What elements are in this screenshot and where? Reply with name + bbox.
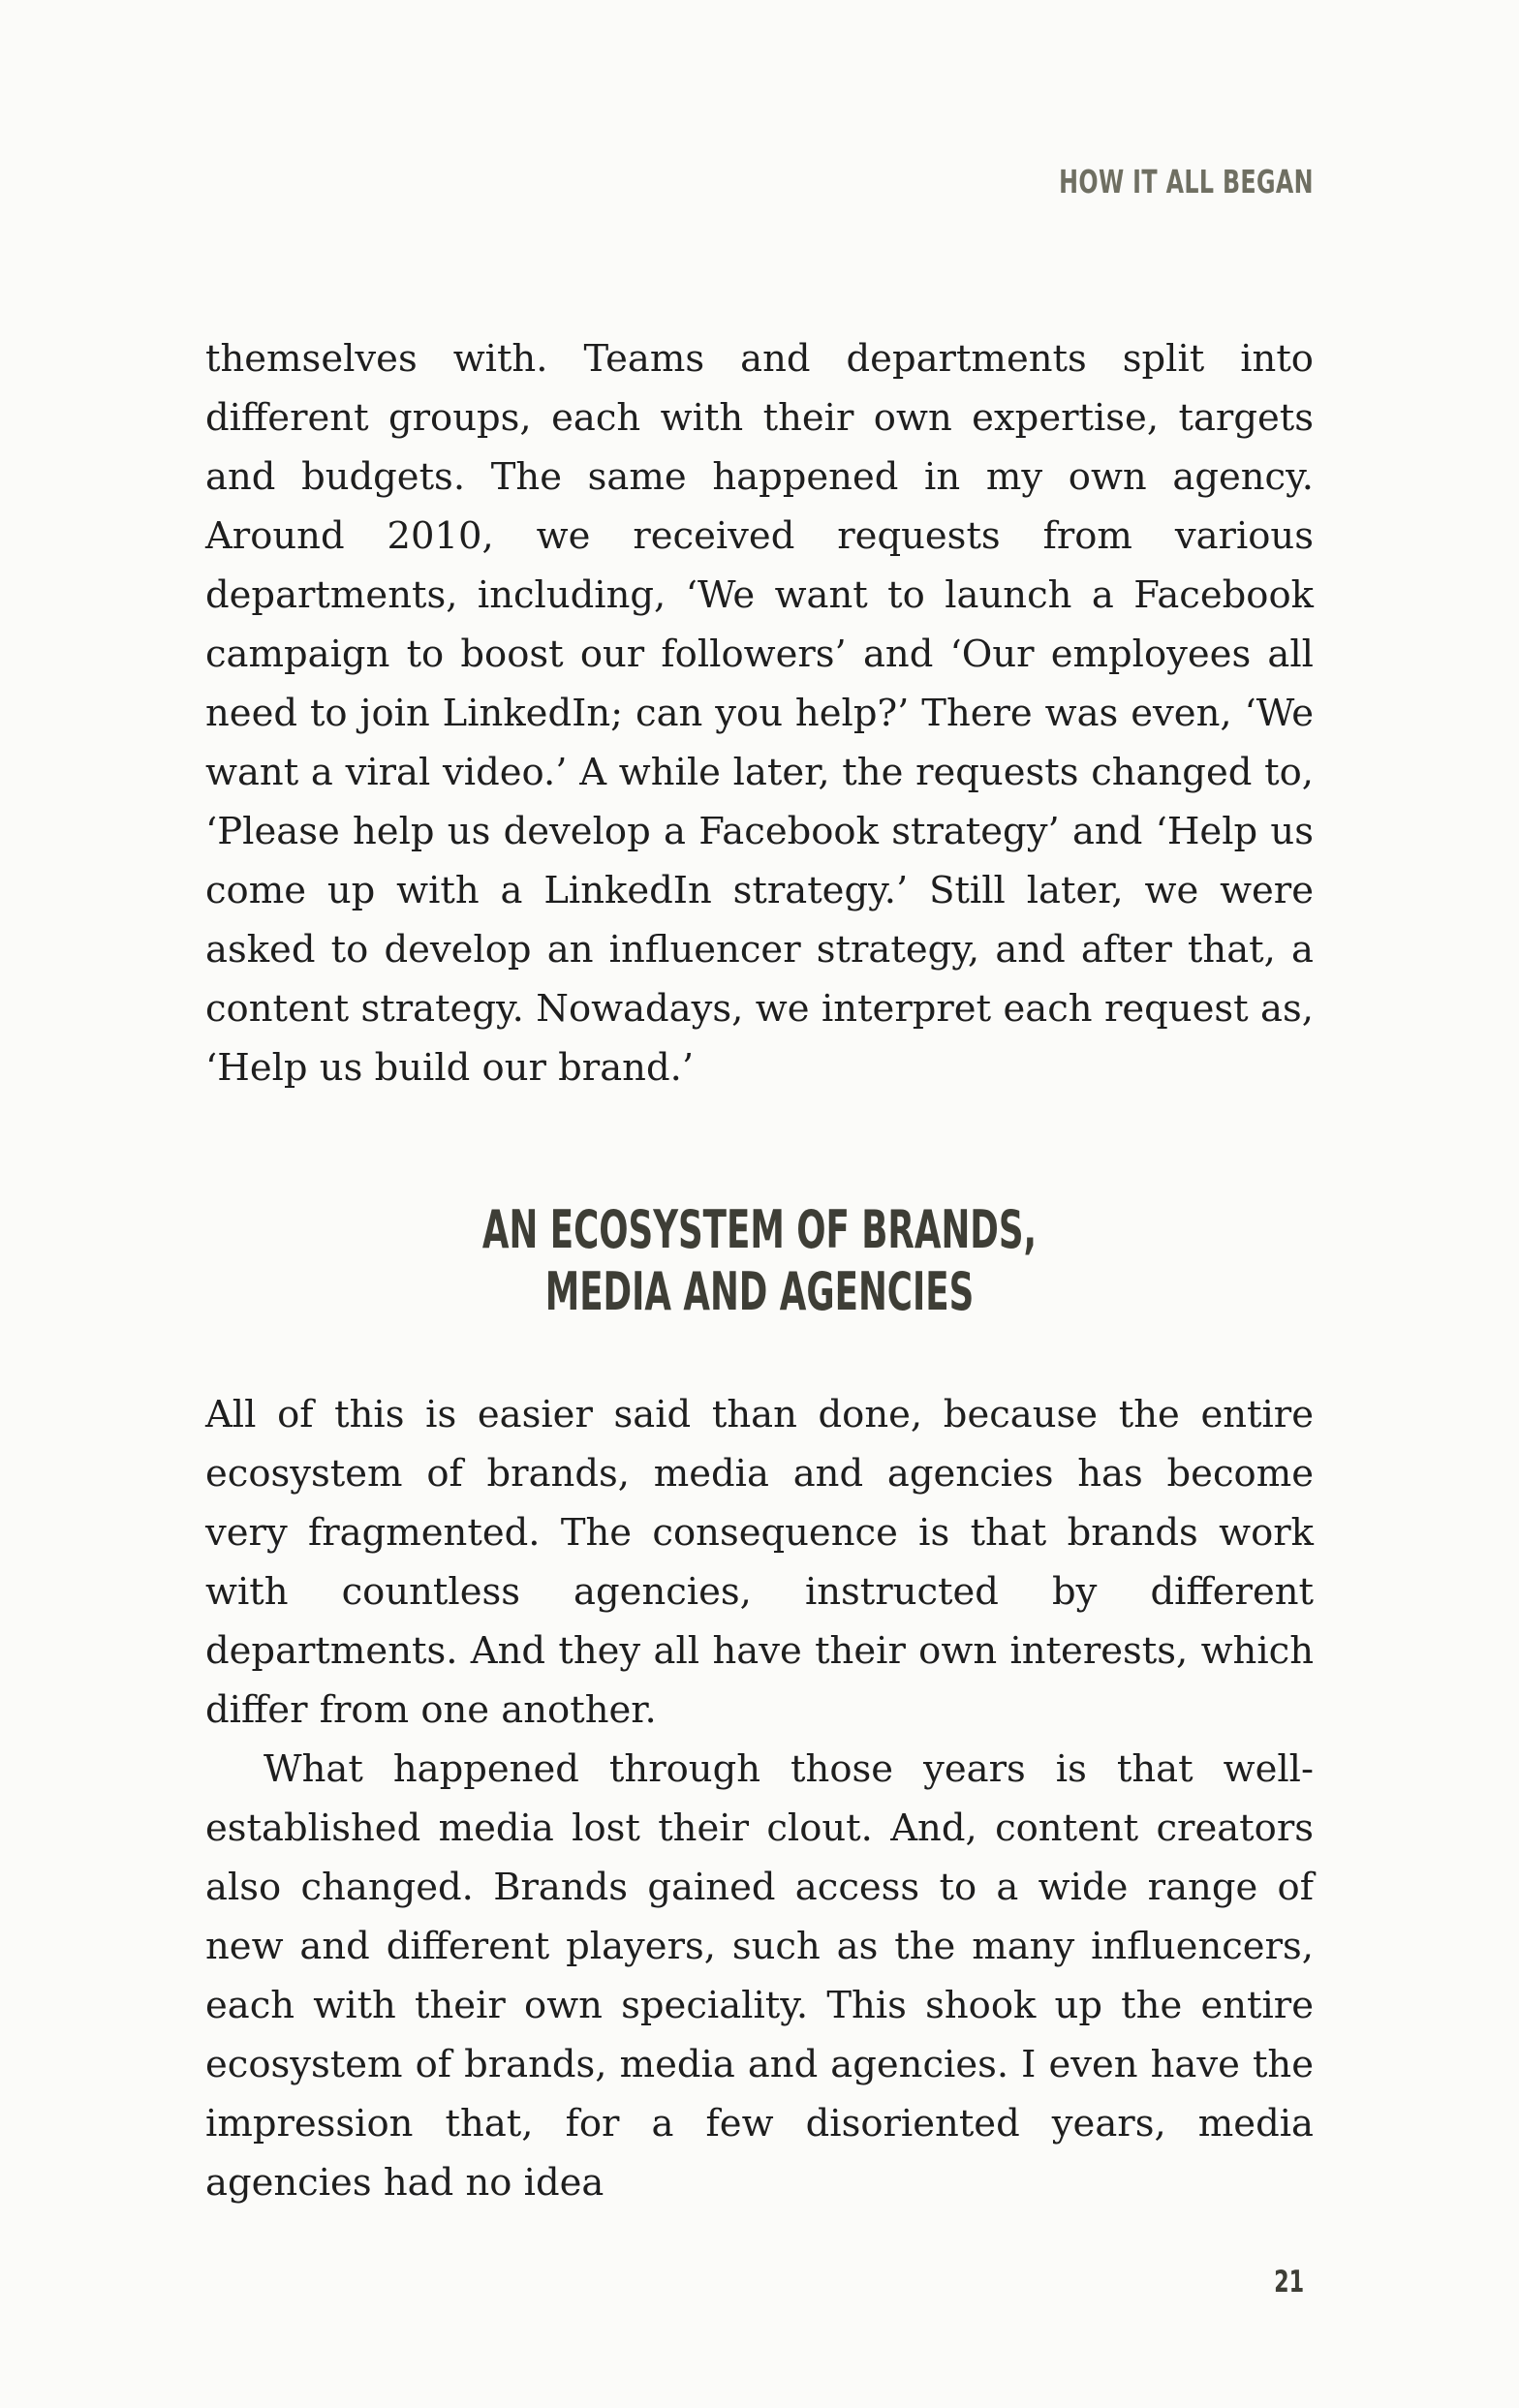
body-text-top [205,329,1314,1097]
paragraph: All of this is easier said than done, because the entire ecosystem of brands, media and agencies has become very fragmented. The consequence is that brands work with countless agencies, instructed by different departments. And they all have their own interests, which differ from one another. [205,1393,1314,1732]
page-number: 21 [1273,2265,1304,2300]
running-head: HOW IT ALL BEGAN [1059,163,1314,201]
section-heading [205,1199,1314,1323]
section-heading-line-1: AN ECOSYSTEM OF BRANDS, [481,1199,1038,1260]
paragraph: themselves with. Teams and departments split into different groups, each with their own expertise, targets and budgets. The same happened in my own agency. Around 2010, we received requests from various departments, including, ‘We want to launch a Facebook campaign to boost our followers’ and ‘Our employees all need to join LinkedIn; can you help?’ There was even, ‘We want a viral video.’ A while later, the requests changed to, ‘Please help us develop a Facebook strategy’ and ‘Help us come up with a LinkedIn strategy.’ Still later, we were asked to develop an influencer strategy, and after that, a content strategy. Nowadays, we interpret each request as, ‘Help us build our brand.’ [205,337,1314,1090]
paragraph: What happened through those years is that well-established media lost their clout. And, content creators also changed. Brands gained access to a wide range of new and different players, such as the many influencers, each with their own speciality. This shook up the entire ecosystem of brands, media and agencies. I even have the impression that, for a few disoriented years, media agencies had no idea [205,1747,1314,2205]
section-heading-line-2: MEDIA AND AGENCIES [544,1261,975,1322]
body-text-bottom [205,1385,1314,2212]
